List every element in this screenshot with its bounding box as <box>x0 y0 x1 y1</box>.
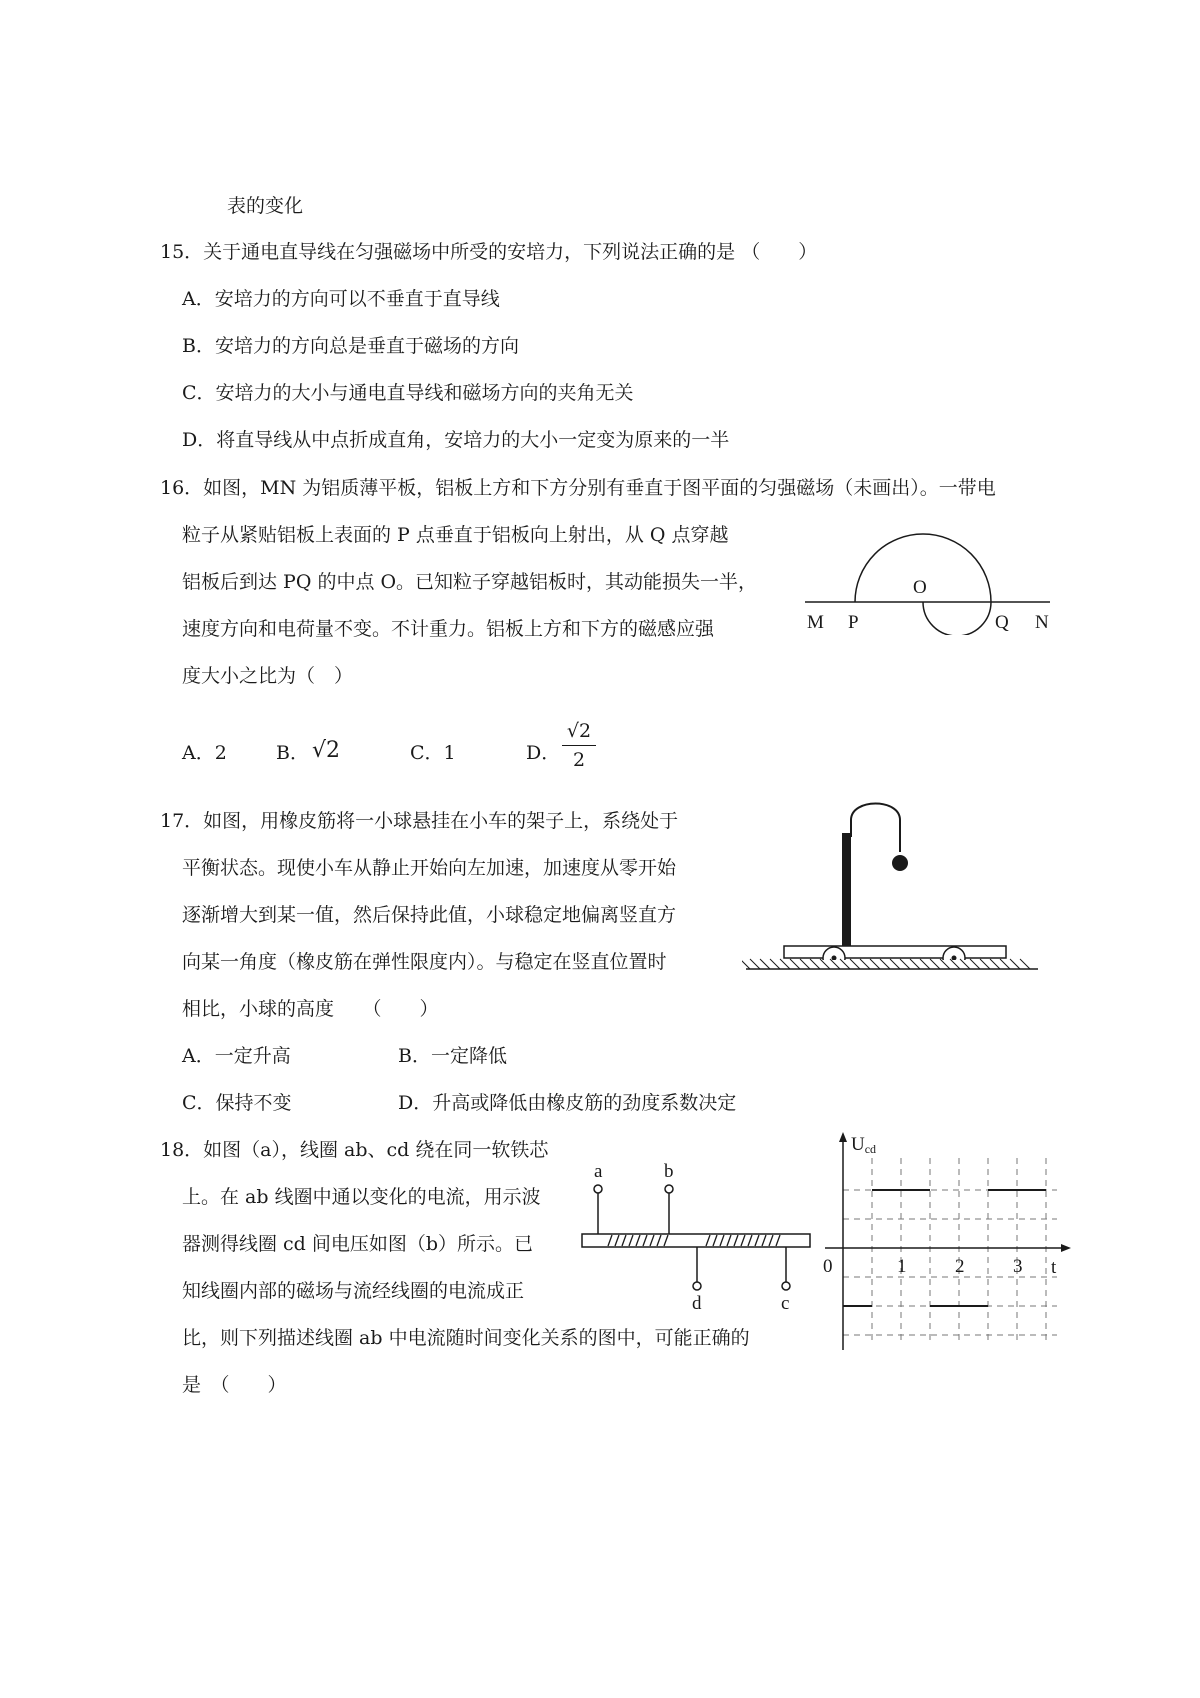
hatch-stroke <box>750 959 760 969</box>
ground-hatching <box>742 959 1030 969</box>
hatch-stroke <box>810 959 820 969</box>
label-m: M <box>807 612 824 633</box>
question-18-stem-line6: 是 （ ） <box>182 1374 287 1396</box>
hatch-stroke <box>830 959 840 969</box>
hatch-stroke <box>980 959 990 969</box>
hatch-stroke <box>800 959 810 969</box>
y-axis-arrow <box>839 1132 847 1142</box>
question-16-stem-line1: 16．如图，MN 为铝质薄平板，铝板上方和下方分别有垂直于图平面的匀强磁场（未画出）。一带电 <box>160 477 996 499</box>
hatch-stroke <box>790 959 800 969</box>
x-axis-label: t <box>1051 1257 1057 1278</box>
question-18-stem-line2: 上。在 ab 线圈中通以变化的电流，用示波 <box>182 1186 541 1208</box>
y-axis-label-subscript: cd <box>864 1142 877 1156</box>
hatch-stroke <box>850 959 860 969</box>
question-15-option-b: B．安培力的方向总是垂直于磁场的方向 <box>182 335 519 357</box>
hatch-stroke <box>900 959 910 969</box>
hatch-stroke <box>742 959 750 969</box>
question-18-stem-line5: 比，则下列描述线圈 ab 中电流随时间变化关系的图中，可能正确的 <box>182 1327 750 1349</box>
terminal-b-label: b <box>664 1161 674 1182</box>
label-n: N <box>1035 612 1049 633</box>
question-16-option-d-label: D． <box>526 742 561 764</box>
hatch-stroke <box>990 959 1000 969</box>
question-18-stem-line1: 18．如图（a），线圈 ab、cd 绕在同一软铁芯 <box>160 1139 549 1161</box>
terminal-a <box>594 1185 602 1193</box>
hatch-stroke <box>1020 959 1030 969</box>
question-17-option-d: D．升高或降低由橡皮筋的劲度系数决定 <box>398 1092 737 1114</box>
question-17-option-a: A．一定升高 <box>182 1045 291 1067</box>
terminal-a-label: a <box>594 1161 603 1182</box>
x-tick-1: 1 <box>897 1256 907 1277</box>
hatch-stroke <box>820 959 830 969</box>
question-18-figure-b <box>815 1128 1075 1353</box>
label-o: O <box>913 577 927 598</box>
label-q: Q <box>995 612 1009 633</box>
question-16-stem-line5: 度大小之比为（ ） <box>182 665 354 687</box>
question-16-option-d-fraction <box>562 720 596 771</box>
question-16-option-a: A．2 <box>182 742 227 764</box>
question-17-figure <box>742 800 1042 960</box>
terminal-d-label: d <box>692 1293 702 1310</box>
question-16-stem-line2: 粒子从紧贴铝板上表面的 P 点垂直于铝板向上射出，从 Q 点穿越 <box>182 524 729 546</box>
hatch-stroke <box>760 959 770 969</box>
question-18-figure-a <box>578 1160 818 1310</box>
hatch-stroke <box>920 959 930 969</box>
terminal-c-label: c <box>781 1293 790 1310</box>
hatch-stroke <box>940 959 950 969</box>
hatch-stroke <box>1000 959 1010 969</box>
question-16-option-c: C．1 <box>410 742 456 764</box>
small-ball <box>892 855 908 871</box>
question-17-option-c: C．保持不变 <box>182 1092 292 1114</box>
dashed-grid <box>843 1158 1057 1343</box>
question-15-option-a: A．安培力的方向可以不垂直于直导线 <box>182 288 500 310</box>
x-axis-arrow <box>1061 1244 1071 1252</box>
hatch-stroke <box>930 959 940 969</box>
hatch-stroke <box>880 959 890 969</box>
hatch-stroke <box>870 959 880 969</box>
rubber-band <box>851 804 900 853</box>
question-17-stem-line2: 平衡状态。现使小车从静止开始向左加速，加速度从零开始 <box>182 857 677 879</box>
fraction-numerator: √2 <box>566 720 592 742</box>
hatch-stroke <box>890 959 900 969</box>
question-16-stem-line4: 速度方向和电荷量不变。不计重力。铝板上方和下方的磁感应强 <box>182 618 715 640</box>
y-axis-label-main: U <box>851 1134 865 1155</box>
question-17-stem-line4: 向某一角度（橡皮筋在弹性限度内）。与稳定在竖直位置时 <box>182 951 667 973</box>
hatch-stroke <box>780 959 790 969</box>
question-17-stem-line1: 17．如图，用橡皮筋将一小球悬挂在小车的架子上，系绕处于 <box>160 810 679 832</box>
hatch-stroke <box>950 959 960 969</box>
hatch-stroke <box>840 959 850 969</box>
hatch-stroke <box>910 959 920 969</box>
question-18-stem-line4: 知线圈内部的磁场与流经线圈的电流成正 <box>182 1280 525 1302</box>
question-16-figure <box>795 505 1060 635</box>
fraction-denominator: 2 <box>572 749 586 771</box>
label-p: P <box>848 612 859 633</box>
hatch-stroke <box>970 959 980 969</box>
cart-post <box>842 833 851 946</box>
hatch-stroke <box>770 959 780 969</box>
hatch-stroke <box>960 959 970 969</box>
question-17-option-b: B．一定降低 <box>398 1045 507 1067</box>
question-17-stem-line3: 逐渐增大到某一值，然后保持此值，小球稳定地偏离竖直方 <box>182 904 677 926</box>
continued-text: 表的变化 <box>227 195 304 217</box>
question-15-option-d: D．将直导线从中点折成直角，安培力的大小一定变为原来的一半 <box>182 429 730 451</box>
question-16-option-b-label: B． <box>276 742 309 764</box>
question-15-option-c: C．安培力的大小与通电直导线和磁场方向的夹角无关 <box>182 382 634 404</box>
question-17-stem-line5: 相比，小球的高度 （ ） <box>182 998 439 1020</box>
hatch-stroke <box>860 959 870 969</box>
y-axis-label <box>851 1134 876 1156</box>
fraction-bar <box>562 745 596 746</box>
lower-trajectory-arc <box>923 602 991 635</box>
x-tick-2: 2 <box>955 1256 965 1277</box>
hatch-stroke <box>1010 959 1020 969</box>
question-16-option-b-value: √2 <box>312 738 341 763</box>
question-15-stem: 15．关于通电直导线在匀强磁场中所受的安培力，下列说法正确的是 （ ） <box>160 241 818 263</box>
terminal-b <box>665 1185 673 1193</box>
ground-surface <box>742 948 1042 970</box>
origin-label: 0 <box>823 1256 833 1277</box>
question-16-stem-line3: 铝板后到达 PQ 的中点 O。已知粒子穿越铝板时，其动能损失一半， <box>182 571 758 593</box>
question-18-stem-line3: 器测得线圈 cd 间电压如图（b）所示。已 <box>182 1233 534 1255</box>
terminal-d <box>693 1282 701 1290</box>
x-tick-3: 3 <box>1013 1256 1023 1277</box>
terminal-c <box>782 1282 790 1290</box>
